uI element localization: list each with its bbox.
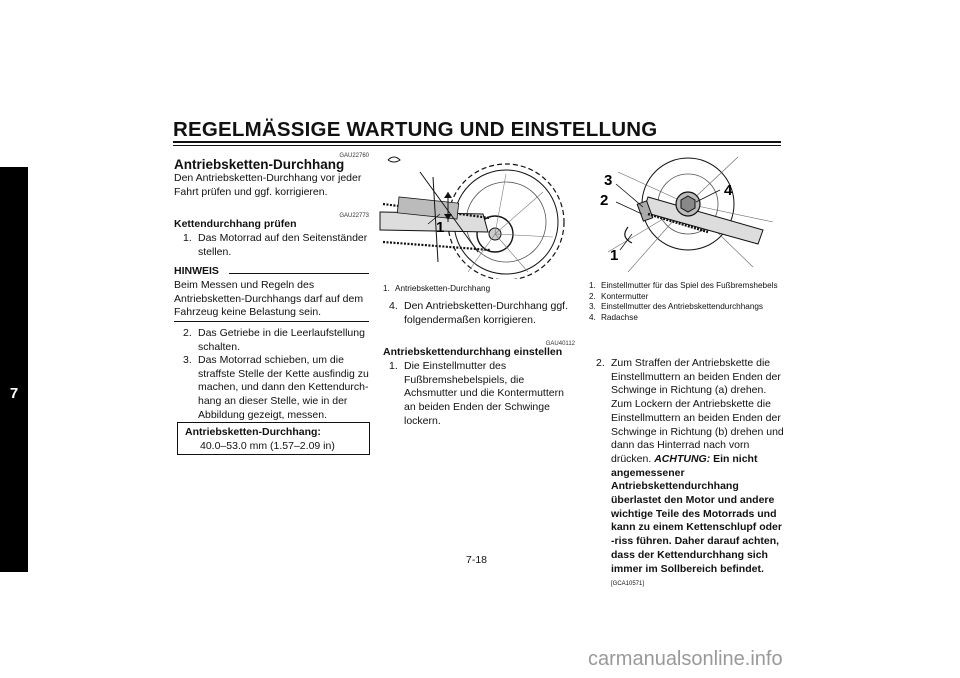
step-number: 1. <box>183 232 192 244</box>
step-item <box>596 357 784 592</box>
page-title: REGELMÄSSIGE WARTUNG UND EINSTELLUNG <box>173 118 658 141</box>
note-rule-top <box>229 273 369 274</box>
step-item <box>183 354 371 423</box>
page-number: 7-18 <box>466 554 488 566</box>
figure-caption <box>383 284 573 295</box>
note-label: HINWEIS <box>174 265 219 277</box>
note-rule-bottom <box>174 321 369 322</box>
step-text: Das Motorrad auf den Seitenständer stellen. <box>198 232 368 258</box>
intro-text: Den Antriebsketten-Durchhang vor jeder Fahrt prüfen und ggf. korrigieren. <box>174 172 362 198</box>
figure-callout-label: 2 <box>600 192 609 209</box>
chain-adjuster-figure <box>588 152 783 279</box>
subsection-heading: Antriebskettendurchhang einstellen <box>383 346 563 358</box>
step-number: 2. <box>596 357 605 369</box>
step-item <box>389 300 577 327</box>
caption-item <box>589 302 781 313</box>
chapter-number: 7 <box>9 385 19 402</box>
section-heading: Antriebsketten-Durchhang <box>174 157 345 172</box>
figure-callout-label: 4 <box>724 182 733 199</box>
figure-callout-label: 1 <box>610 247 619 264</box>
step-number: 3. <box>183 354 192 366</box>
caution-label: ACHTUNG: <box>654 452 711 465</box>
spec-label: Antriebsketten-Durchhang: <box>185 426 321 438</box>
caution-code: [GCA10571] <box>611 581 645 588</box>
caption-text: Einstellmutter für das Spiel des Fußbremshebels <box>601 281 778 290</box>
caption-number: 2. <box>589 291 596 301</box>
spec-box <box>177 422 370 455</box>
chapter-tab <box>0 167 28 572</box>
step-text: Das Motorrad schieben, um die straffste Stelle der Kette ausfindig zu machen, und dann den Kettendurch-hang an dieser Stelle, wie in der Abbildung gezeigt, messen. <box>198 354 369 421</box>
step-item <box>183 327 371 354</box>
spec-value: 40.0–53.0 mm (1.57–2.09 in) <box>200 439 335 452</box>
caption-text: Kontermutter <box>601 291 649 301</box>
figure-callout-label: 3 <box>604 172 613 189</box>
caution-text: Ein nicht angemessener Antriebskettendurchhang überlastet den Motor und andere wichtige Teile des Motorrads und kann zu einem Kettenschlupf oder -riss führen. Daher darauf achten, dass der Kettendurchhang sich immer im Sollbereich befindet. <box>611 452 782 575</box>
caption-item <box>589 313 781 324</box>
step-text: Die Einstellmutter des Fußbremshebelspiels, die Achsmutter und die Kontermuttern an beiden Enden der Schwinge lockern. <box>404 360 564 427</box>
step-text: Das Getriebe in die Leerlaufstellung schalten. <box>198 327 365 353</box>
caption-number: 1. <box>589 281 596 290</box>
note-text: Beim Messen und Regeln des Antriebsketten-Durchhangs darf auf dem Fahrzeug keine Belastung sein. <box>174 279 364 319</box>
caption-text: Radachse <box>601 312 638 322</box>
step-number: 4. <box>389 300 398 312</box>
header-rule-thin <box>173 145 781 146</box>
caption-text: Einstellmutter des Antriebskettendurchhangs <box>601 302 764 312</box>
subsection-code: GAU22773 <box>339 213 369 219</box>
step-item <box>389 360 577 429</box>
header-rule <box>173 141 781 143</box>
caption-number: 4. <box>589 312 596 322</box>
subsection-heading: Kettendurchhang prüfen <box>174 218 297 230</box>
section-code: GAU22760 <box>339 153 369 159</box>
caption-number: 3. <box>589 302 596 312</box>
step-number: 2. <box>183 327 192 339</box>
step-text: Den Antriebsketten-Durchhang ggf. folgendermaßen korrigieren. <box>404 300 569 326</box>
caption-item <box>589 281 781 292</box>
caption-item <box>589 292 781 303</box>
chain-slack-figure <box>378 152 575 279</box>
figure-caption-list <box>589 281 781 323</box>
step-text: Zum Straffen der Antriebskette die Einstellmuttern an beiden Enden der Schwinge in Richtung (a) drehen. Zum Lockern der Antriebskette die Einstellmuttern an beiden Enden der Schwinge in Richtung (b) drehen und dann das Hinterrad nach vorn drücken. <box>611 357 784 465</box>
caption-number: 1. <box>383 284 390 293</box>
step-item <box>183 232 371 259</box>
figure-callout-label: 1 <box>436 219 445 236</box>
step-number: 1. <box>389 360 398 372</box>
watermark: carmanualsonline.info <box>588 648 783 670</box>
caption-text: Antriebsketten-Durchhang <box>395 284 491 293</box>
subsection-code: GAU40112 <box>545 341 575 347</box>
